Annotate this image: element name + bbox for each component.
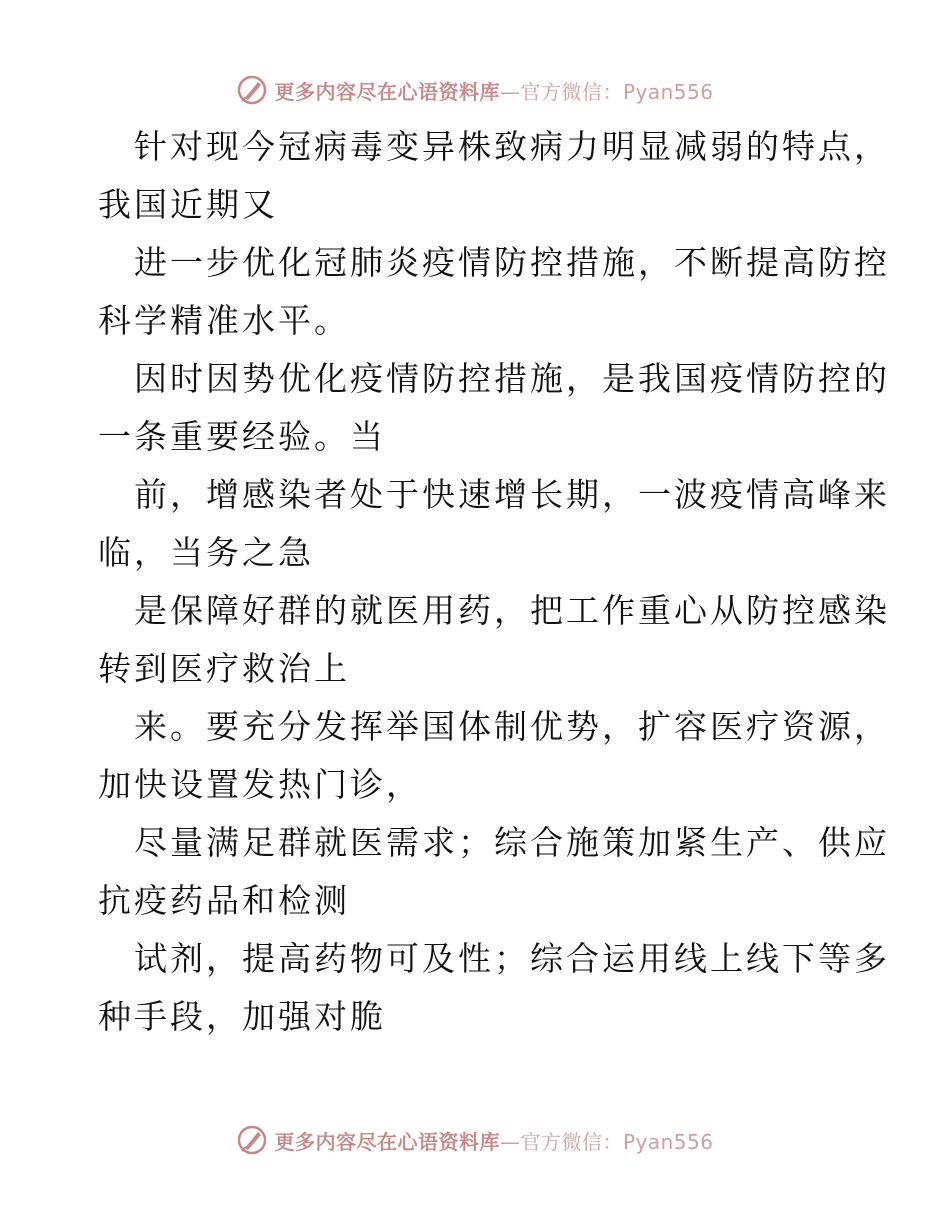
document-body bbox=[98, 118, 890, 1046]
paragraph-continuation-line: 加快设置发热门诊， bbox=[98, 765, 422, 804]
paragraph bbox=[98, 118, 890, 234]
paragraph bbox=[98, 814, 890, 930]
paragraph-first-line: 试剂，提高药物可及性；综合运用线上线下等多 bbox=[134, 939, 890, 978]
footer-watermark-text: 更多内容尽在心语资料库—官方微信：Pyan556 bbox=[274, 1129, 714, 1154]
quill-logo-icon bbox=[236, 1124, 268, 1156]
header-watermark bbox=[0, 70, 950, 110]
paragraph-continuation-line: 一条重要经验。当 bbox=[98, 417, 386, 456]
paragraph-continuation-line: 科学精准水平。 bbox=[98, 301, 350, 340]
paragraph-continuation-line: 我国近期又 bbox=[98, 185, 278, 224]
paragraph bbox=[98, 930, 890, 1046]
paragraph-first-line: 前，增感染者处于快速增长期，一波疫情高峰来 bbox=[134, 475, 890, 514]
paragraph-first-line: 因时因势优化疫情防控措施，是我国疫情防控的 bbox=[134, 359, 890, 398]
paragraph-first-line: 针对现今冠病毒变异株致病力明显减弱的特点， bbox=[134, 127, 890, 166]
paragraph-continuation-line: 临，当务之急 bbox=[98, 533, 314, 572]
paragraph bbox=[98, 466, 890, 582]
paragraph-first-line: 来。要充分发挥举国体制优势，扩容医疗资源， bbox=[134, 707, 890, 746]
footer-watermark bbox=[0, 1120, 950, 1160]
paragraph bbox=[98, 582, 890, 698]
quill-logo-icon bbox=[236, 74, 268, 106]
paragraph bbox=[98, 350, 890, 466]
paragraph-continuation-line: 转到医疗救治上 bbox=[98, 649, 350, 688]
paragraph bbox=[98, 698, 890, 814]
paragraph bbox=[98, 234, 890, 350]
paragraph-first-line: 是保障好群的就医用药，把工作重心从防控感染 bbox=[134, 591, 890, 630]
paragraph-first-line: 尽量满足群就医需求；综合施策加紧生产、供应 bbox=[134, 823, 890, 862]
paragraph-continuation-line: 种手段，加强对脆 bbox=[98, 997, 386, 1036]
paragraph-first-line: 进一步优化冠肺炎疫情防控措施，不断提高防控 bbox=[134, 243, 890, 282]
header-watermark-text: 更多内容尽在心语资料库—官方微信：Pyan556 bbox=[274, 79, 714, 104]
paragraph-continuation-line: 抗疫药品和检测 bbox=[98, 881, 350, 920]
